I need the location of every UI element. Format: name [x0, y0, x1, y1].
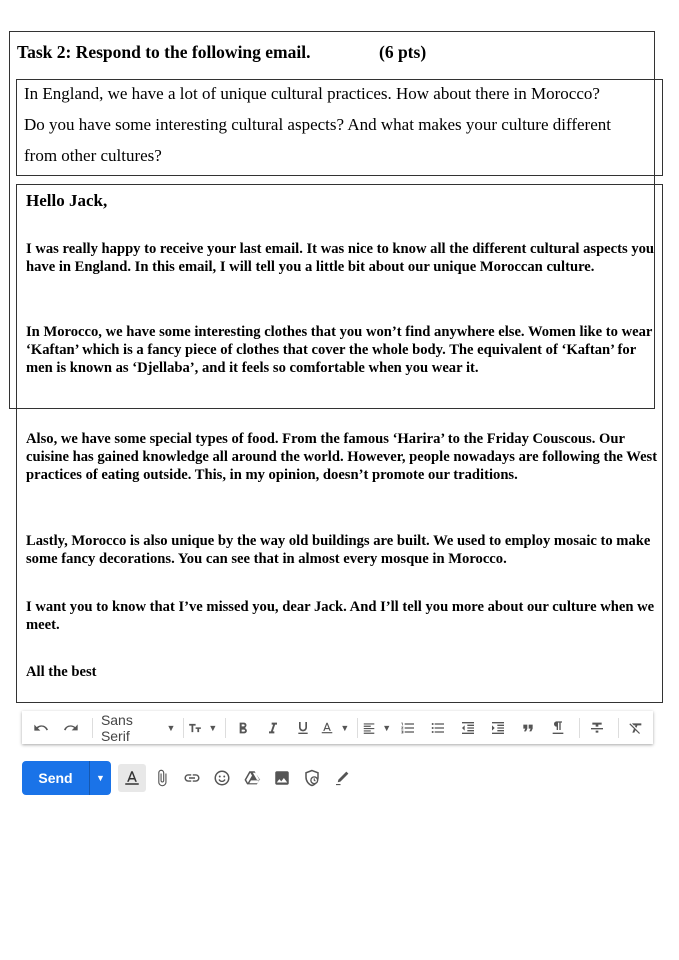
remove-formatting-icon[interactable] [623, 715, 649, 741]
toolbar-divider [183, 718, 184, 738]
toolbar-divider [579, 718, 580, 738]
indent-more-icon[interactable] [485, 715, 511, 741]
underline-icon[interactable] [290, 715, 316, 741]
font-size-icon[interactable] [188, 715, 217, 741]
chevron-down-icon: ▼ [208, 722, 218, 733]
redo-icon[interactable] [58, 715, 84, 741]
signature-icon[interactable] [328, 764, 356, 792]
toolbar-divider [92, 718, 93, 738]
email-paragraph[interactable]: Also, we have some special types of food. From the famous ‘Harira’ to the Friday Couscous. Our cuisine has gained knowledge all around the world. However, people nowadays are following the West practices of eating outside. This, in my opinion, doesn’t promote our traditions. [26, 431, 658, 484]
prompt-line: In England, we have a lot of unique cultural practices. How about there in Morocco? [24, 84, 600, 103]
chevron-down-icon: ▼ [96, 773, 105, 783]
task-title: Task 2: Respond to the following email. [17, 42, 311, 62]
email-paragraph[interactable]: I was really happy to receive your last email. It was nice to know all the different cultural aspects you have in England. In this email, I will tell you a little bit about our unique Moroccan culture. [26, 241, 655, 276]
compose-actions [118, 764, 358, 792]
toolbar-divider [357, 718, 358, 738]
formatting-options-icon[interactable] [118, 764, 146, 792]
rtl-icon[interactable] [545, 715, 571, 741]
email-paragraph[interactable]: Lastly, Morocco is also unique by the way old buildings are built. We used to employ mosaic to make some fancy decorations. You can see that in almost every mosque in Morocco. [26, 533, 651, 568]
toolbar-divider [225, 718, 226, 738]
font-select-label: Sans Serif [100, 711, 133, 744]
align-icon[interactable] [362, 715, 391, 741]
photo-icon[interactable] [268, 764, 296, 792]
undo-icon[interactable] [28, 715, 54, 741]
drive-icon[interactable] [238, 764, 266, 792]
send-button[interactable]: Send [22, 761, 89, 795]
email-signoff[interactable]: All the best [26, 664, 97, 680]
email-paragraph[interactable]: In Morocco, we have some interesting clothes that you won’t find anywhere else. Women like to wear ‘Kaftan’ which is a fancy piece of clothes that cover the whole body. The equivalent of ‘Kaftan’ for men is known as ‘Djellaba’, and it feels so comfortable when you wear it. [26, 324, 653, 377]
numbered-list-icon[interactable] [395, 715, 421, 741]
prompt-line: Do you have some interesting cultural aspects? And what makes your culture different [24, 115, 611, 134]
italic-icon[interactable] [260, 715, 286, 741]
text-color-icon[interactable] [320, 715, 349, 741]
indent-less-icon[interactable] [455, 715, 481, 741]
attach-icon[interactable] [148, 764, 176, 792]
chevron-down-icon: ▼ [166, 722, 176, 733]
bulleted-list-icon[interactable] [425, 715, 451, 741]
link-icon[interactable] [178, 764, 206, 792]
formatting-toolbar [22, 711, 653, 744]
chevron-down-icon: ▼ [340, 722, 350, 733]
confidential-mode-icon[interactable] [298, 764, 326, 792]
prompt-line: from other cultures? [24, 146, 162, 165]
strikethrough-icon[interactable] [584, 715, 610, 741]
send-options-button[interactable] [89, 761, 111, 795]
emoji-icon[interactable] [208, 764, 236, 792]
chevron-down-icon: ▼ [382, 722, 392, 733]
task-points: (6 pts) [379, 42, 427, 62]
email-paragraph[interactable]: I want you to know that I’ve missed you, dear Jack. And I’ll tell you more about our culture when we meet. [26, 599, 655, 634]
quote-icon[interactable] [515, 715, 541, 741]
send-group [22, 761, 111, 795]
email-greeting[interactable]: Hello Jack, [26, 191, 108, 210]
toolbar-divider [618, 718, 619, 738]
font-select[interactable] [97, 712, 179, 744]
bold-icon[interactable] [230, 715, 256, 741]
